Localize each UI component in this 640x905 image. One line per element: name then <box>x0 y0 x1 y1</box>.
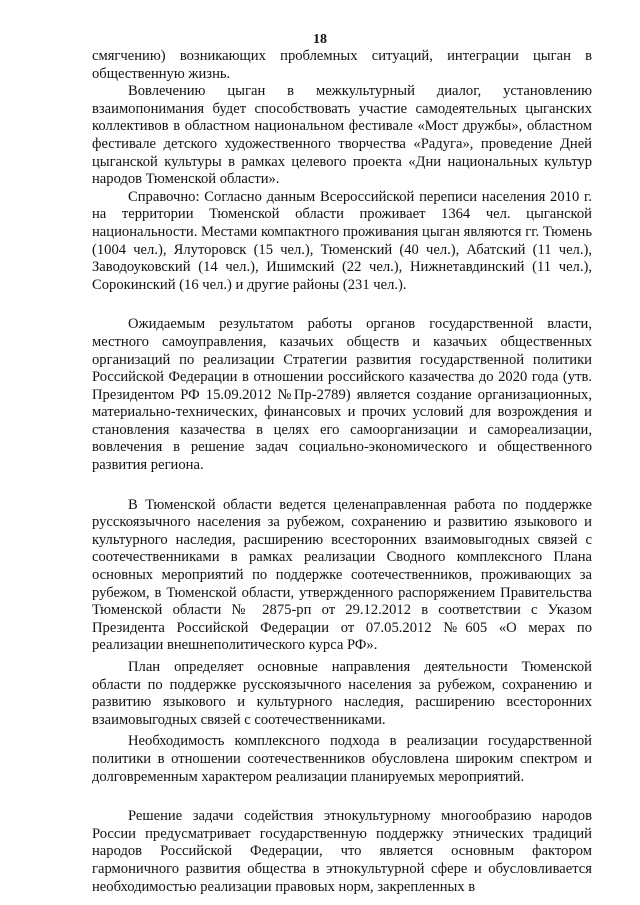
paragraph-spacer <box>92 294 592 316</box>
page-number: 18 <box>313 32 327 47</box>
paragraph-cossack-strategy: Ожидаемым результатом работы органов государственной власти, местного самоуправления, казачьих обществ и казачьих общественных организаций по реализации Стратегии развития государственной политики Российской Федерации в отношении российского казачества до 2020 года (утв. Президентом РФ 15.09.2012 №Пр-2789) является создание организационных, материально-технических, финансовых и прочих условий для возрождения и становления казачества в целях его самоорганизации и самореализации, вовлечения в решение задач социально-экономического и общественного развития региона. <box>92 316 592 474</box>
document-body <box>92 48 592 896</box>
paragraph-plan-directions: План определяет основные направления деятельности Тюменской области по поддержке русскоязычного населения за рубежом, сохранению и развитию языкового и культурного наследия, расширению всесторонних взаимовыгодных связей с соотечественниками. <box>92 659 592 728</box>
paragraph-comprehensive-approach: Необходимость комплексного подхода в реализации государственной политики в отношении соотечественников обусловлена широким спектром и долговременным характером реализации планируемых мероприятий. <box>92 733 592 785</box>
paragraph-census-reference: Справочно: Согласно данным Всероссийской переписи населения 2010 г. на территории Тюменской области проживает 1364 чел. цыганской национальности. Местами компактного проживания цыган являются гг. Тюмень (1004 чел.), Ялуторовск (15 чел.), Тюменский (40 чел.), Абатский (11 чел.), Заводоуковский (14 чел.), Ишимский (22 чел.), Нижнетавдинский (11 чел.), Сорокинский (16 чел.) и другие районы (231 чел.). <box>92 188 592 293</box>
paragraph-spacer <box>92 786 592 808</box>
paragraph-continuation: смягчению) возникающих проблемных ситуаций, интеграции цыган в общественную жизнь. <box>92 48 592 82</box>
paragraph-ethnocultural-diversity: Решение задачи содействия этнокультурному многообразию народов России предусматривает государственную поддержку этнических традиций народов Российской Федерации, что является основным фактором гармоничного развития общества в этнокультурной сфере и обусловливается необходимостью реализации правовых норм, закрепленных в <box>92 808 592 895</box>
paragraph-compatriots-support: В Тюменской области ведется целенаправленная работа по поддержке русскоязычного населения за рубежом, сохранению и развитию языкового и культурного наследия, расширению всесторонних взаимовыгодных связей с соотечественниками в рамках реализации Сводного комплексного Плана основных мероприятий по поддержке соотечественников, проживающих за рубежом, в Тюменской области, утвержденного распоряжением Правительства Тюменской области № 2875-рп от 29.12.2012 в соответствии с Указом Президента Российской Федерации от 07.05.2012 №605 «О мерах по реализации внешнеполитического курса РФ». <box>92 496 592 654</box>
paragraph-intercultural-dialogue: Вовлечению цыган в межкультурный диалог, установлению взаимопонимания будет способствовать участие самодеятельных цыганских коллективов в областном национальном фестивале «Мост дружбы», областном фестивале детского художественного творчества «Радуга», проведение Дней цыганской культуры в рамках целевого проекта «Дни национальных культур народов Тюменской области». <box>92 83 592 188</box>
paragraph-spacer <box>92 475 592 497</box>
